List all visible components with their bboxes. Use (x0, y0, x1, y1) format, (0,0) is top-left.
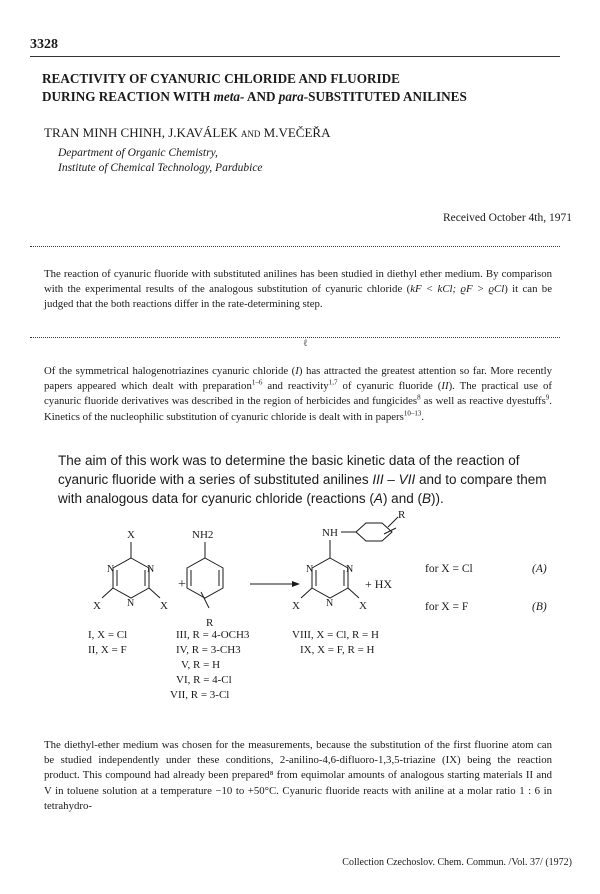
ring-nitrogen: N (107, 564, 115, 575)
legend-compound-V: V, R = H (181, 659, 221, 671)
legend-anilines (170, 629, 250, 701)
legend-compound-II: II, X = F (88, 644, 127, 656)
ring-nitrogen: N (127, 598, 135, 609)
ring-nitrogen: N (326, 598, 334, 609)
double-bond (384, 528, 396, 534)
bond (301, 588, 312, 598)
product-right-substituent: X (359, 600, 367, 612)
amino-group: NH2 (192, 529, 214, 541)
legend-compound-IX: IX, X = F, R = H (300, 644, 375, 656)
reaction-label-b: (B) (532, 601, 547, 613)
affiliation-institute: Institute of Chemical Technology, Pardubice (58, 162, 263, 174)
product-triazine-ring (312, 558, 348, 598)
abstract-top-rule (30, 246, 560, 247)
reaction-scheme (60, 509, 560, 726)
header-rule (30, 56, 560, 57)
substituent-bond (388, 517, 398, 527)
legend-compound-VI: VI, R = 4-Cl (176, 674, 232, 686)
plus-sign: + (178, 577, 186, 592)
bond (348, 588, 359, 598)
title-line-1: REACTIVITY OF CYANURIC CHLORIDE AND FLUORIDE (42, 71, 400, 86)
abstract: The reaction of cyanuric fluoride with substituted anilines has been studied in diethyl ether medium. By comparison with the experimental results of the analogous substitution of cyanuric chloride (kF < kCl; ϱF > ϱCl) it can be judged that the both reactions differ in the rate-determining step. (44, 268, 552, 310)
condition-a: for X = Cl (425, 563, 473, 575)
bond (149, 588, 160, 598)
product-benzene-ring (356, 523, 392, 541)
legend-compound-I: I, X = Cl (88, 629, 128, 641)
title-line-2: DURING REACTION WITH meta- AND para-SUBSTITUTED ANILINES (42, 89, 467, 104)
page-number: 3328 (30, 37, 58, 52)
arrow-head (292, 581, 300, 587)
received-date: Received October 4th, 1971 (442, 212, 572, 224)
bond (102, 588, 113, 598)
aniline-reactant (187, 529, 223, 629)
ring-nitrogen: N (147, 564, 155, 575)
triazine-left-substituent: X (93, 600, 101, 612)
intro-paragraph: Of the symmetrical halogenotriazines cyanuric chloride (I) has attracted the greatest attention so far. More recently papers appeared which dealt with preparation$^{1-6}$ and reactivity$^{1,7}$ of cyanuric fluoride (II). The practical use of cyanuric fluoride derivatives was described in the region of herbicides and fungicides$^8$ as well as reactive dyestuffs$^9$. Kinetics of the nucleophilic substitution of cyanuric chloride is dealt with in papers$^{10-13}$. (44, 365, 552, 423)
triazine-right-substituent: X (160, 600, 168, 612)
product (292, 509, 406, 612)
reaction-label-a: (A) (532, 563, 547, 575)
ring-nitrogen: N (306, 564, 314, 575)
paper-title (42, 70, 572, 106)
ring-nitrogen: N (346, 564, 354, 575)
triazine-ring (113, 558, 149, 598)
legend-compound-IV: IV, R = 3-CH3 (176, 644, 241, 656)
affiliation-department: Department of Organic Chemistry, (58, 147, 218, 159)
affiliation (58, 146, 263, 176)
legend-compound-VIII: VIII, X = Cl, R = H (292, 629, 379, 641)
journal-footer: Collection Czechoslov. Chem. Commun. /Vol. 37/ (1972) (342, 857, 572, 868)
aniline-substituent: R (206, 617, 214, 629)
legend-halides (88, 629, 127, 656)
triazine-top-substituent: X (127, 529, 135, 541)
hx-byproduct: + HX (365, 577, 393, 591)
abstract-bottom-rule (30, 337, 560, 338)
legend-products (292, 629, 379, 656)
benzene-ring (187, 558, 223, 598)
author-list: TRAN MINH CHINH, J.KAVÁLEK and M.VEČEŘA (44, 125, 331, 140)
legend-compound-III: III, R = 4-OCH3 (176, 629, 250, 641)
substituent-bond (201, 592, 209, 608)
stray-mark: ℓ (303, 338, 308, 349)
aim-paragraph: The aim of this work was to determine the basic kinetic data of the reaction of cyanuric fluoride with a series of substituted anilines III – VII and to compare them with analogous data for cyanuric chloride (reactions (A) and (B)). (58, 453, 547, 506)
product-nh-group: NH (322, 527, 338, 539)
methods-paragraph: The diethyl-ether medium was chosen for the measurements, because the substitution of the first fluorine atom can be studied independently under these conditions, 2-anilino-4,6-difluoro-1,3,5-triazine (IX) being the reaction product. This compound had already been prepared⁸ from equimolar amounts of analogous starting materials II and V in toluene solution at a temperature −10 to +50°C. Cyanuric fluoride reacts with aniline at a molar ratio 1 : 6 in tetrahydro- (44, 739, 552, 812)
product-substituent: R (398, 509, 406, 521)
legend-compound-VII: VII, R = 3-Cl (170, 689, 230, 701)
condition-b: for X = F (425, 601, 469, 613)
rate-relation: kF < kCl; ϱF > ϱCl (410, 283, 505, 295)
product-left-substituent: X (292, 600, 300, 612)
triazine-reactant (93, 529, 168, 612)
